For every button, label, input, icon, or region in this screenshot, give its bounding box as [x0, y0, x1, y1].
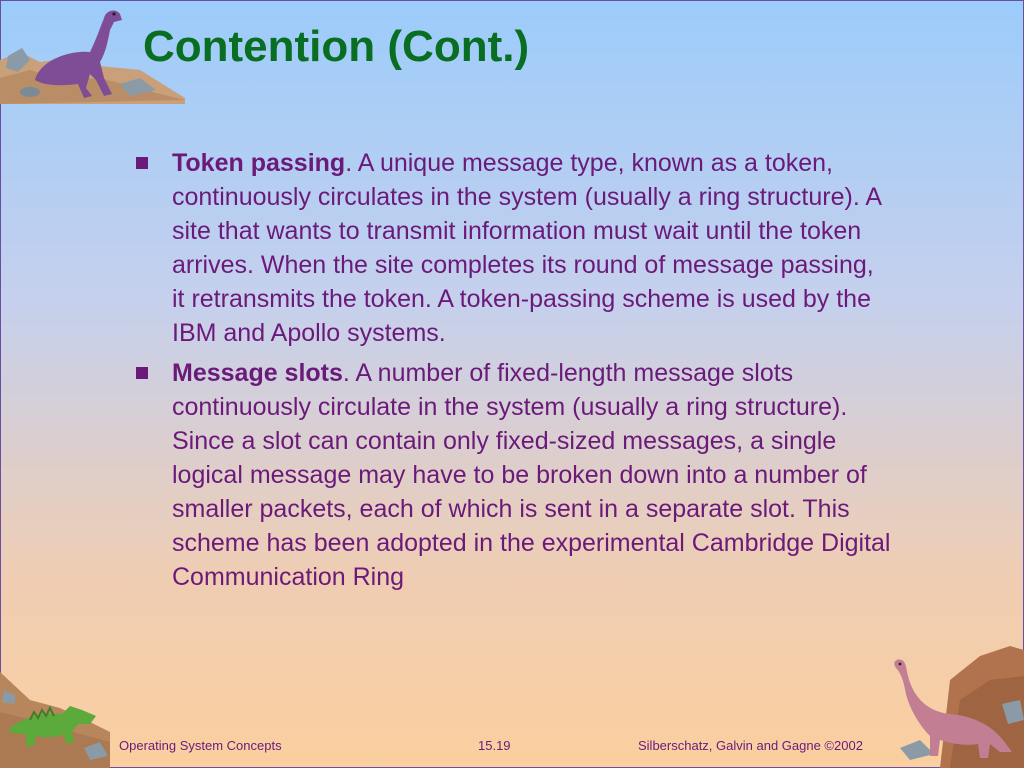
bullet-term: Message slots [172, 359, 343, 387]
square-bullet-icon [136, 367, 148, 379]
bullet-list [133, 146, 893, 600]
footer-book-title: Operating System Concepts [119, 738, 282, 753]
square-bullet-icon [136, 157, 148, 169]
dinosaur-bottom-right-icon [880, 640, 1024, 768]
page-title: Contention (Cont.) [143, 22, 530, 71]
footer-authors: Silberschatz, Galvin and Gagne ©2002 [638, 738, 863, 753]
bullet-item-token-passing [133, 146, 893, 350]
bullet-text: . A unique message type, known as a token, continuously circulates in the system (usually a ring structure). A site that wants to transmit information must wait until the token arrives. When the site completes its round of message passing, it retransmits the token. A token-passing scheme is used by the IBM and Apollo systems. [172, 149, 881, 347]
bullet-item-message-slots [133, 356, 893, 594]
bullet-term: Token passing [172, 149, 346, 177]
bullet-text: . A number of fixed-length message slots continuously circulate in the system (usually a ring structure). Since a slot can contain only fixed-sized messages, a single logical message may have to be broken down into a number of smaller packets, each of which is sent in a separate slot. This scheme has been adopted in the experimental Cambridge Digital Communication Ring [172, 359, 891, 591]
dinosaur-bottom-left-icon [0, 672, 112, 768]
footer-slide-number: 15.19 [478, 738, 511, 753]
